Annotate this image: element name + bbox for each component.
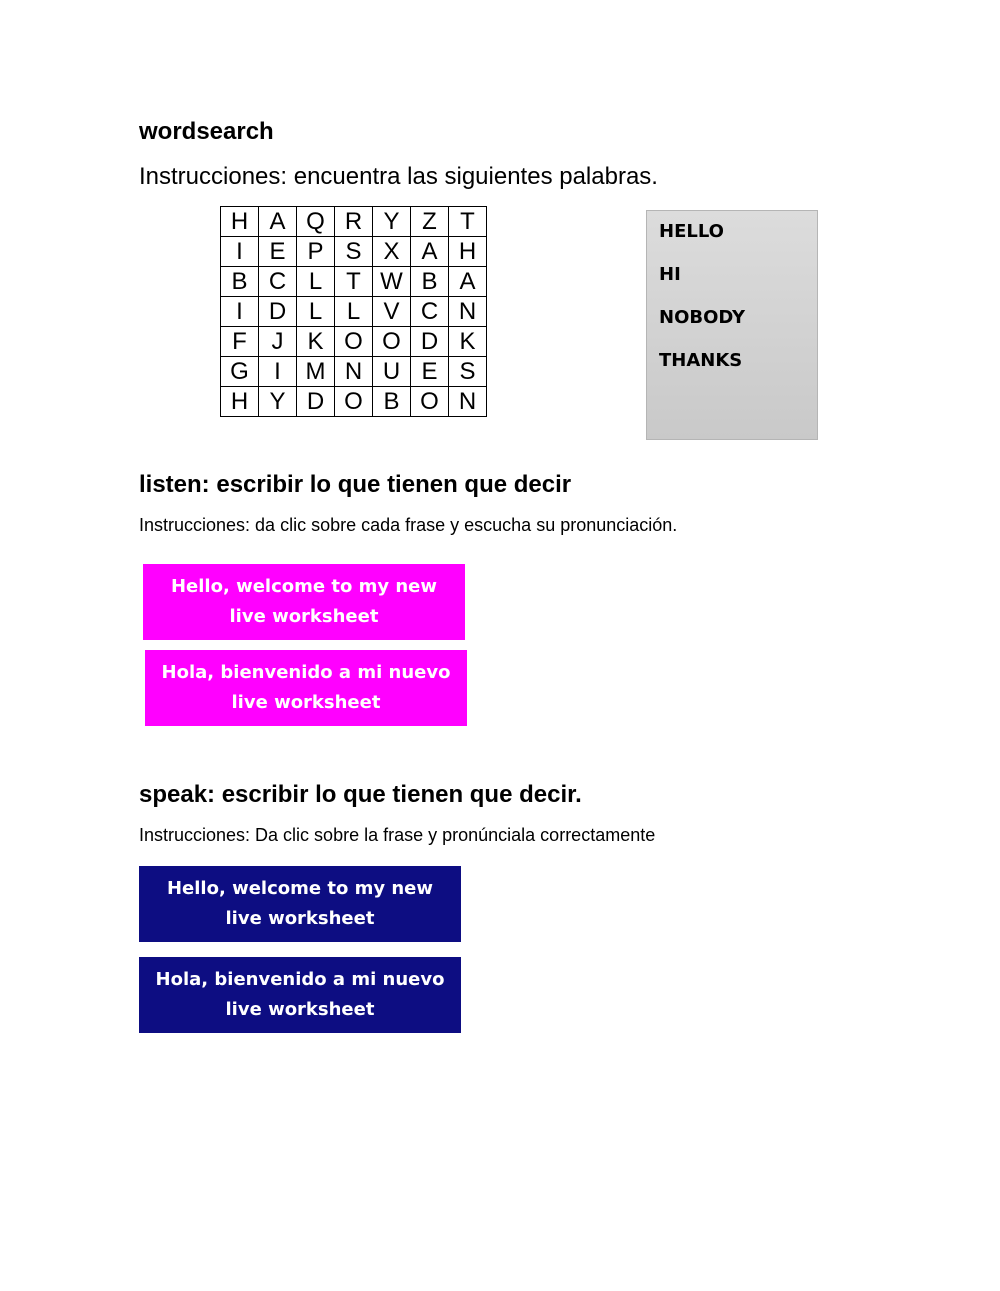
grid-cell[interactable]: L: [297, 267, 335, 297]
speak-phrase-button-spanish[interactable]: Hola, bienvenido a mi nuevo live worksheet: [139, 957, 461, 1033]
grid-cell[interactable]: G: [221, 357, 259, 387]
listen-instructions: Instrucciones: da clic sobre cada frase y escucha su pronunciación.: [139, 515, 678, 535]
grid-cell[interactable]: R: [335, 207, 373, 237]
word-list-box: [646, 210, 818, 440]
grid-cell[interactable]: A: [411, 237, 449, 267]
grid-cell[interactable]: Y: [373, 207, 411, 237]
wordsearch-heading: wordsearch: [139, 118, 274, 145]
grid-cell[interactable]: Z: [411, 207, 449, 237]
grid-cell[interactable]: O: [373, 327, 411, 357]
grid-cell[interactable]: D: [259, 297, 297, 327]
word-list-item: THANKS: [659, 350, 743, 371]
listen-phrase-button-english[interactable]: Hello, welcome to my new live worksheet: [143, 564, 465, 640]
grid-cell[interactable]: D: [297, 387, 335, 417]
grid-row: [221, 297, 487, 327]
grid-cell[interactable]: J: [259, 327, 297, 357]
grid-cell[interactable]: M: [297, 357, 335, 387]
grid-cell[interactable]: L: [297, 297, 335, 327]
grid-cell[interactable]: Q: [297, 207, 335, 237]
grid-cell[interactable]: S: [449, 357, 487, 387]
grid-cell[interactable]: F: [221, 327, 259, 357]
word-list-item: NOBODY: [659, 307, 746, 328]
grid-cell[interactable]: T: [335, 267, 373, 297]
listen-phrase-button-spanish[interactable]: Hola, bienvenido a mi nuevo live worksheet: [145, 650, 467, 726]
speak-instructions: Instrucciones: Da clic sobre la frase y pronúnciala correctamente: [139, 825, 656, 845]
grid-cell[interactable]: L: [335, 297, 373, 327]
grid-row: [221, 327, 487, 357]
speak-phrase-button-english[interactable]: Hello, welcome to my new live worksheet: [139, 866, 461, 942]
grid-cell[interactable]: B: [373, 387, 411, 417]
grid-cell[interactable]: A: [259, 207, 297, 237]
grid-cell[interactable]: I: [259, 357, 297, 387]
grid-cell[interactable]: B: [411, 267, 449, 297]
grid-cell[interactable]: P: [297, 237, 335, 267]
grid-cell[interactable]: U: [373, 357, 411, 387]
grid-cell[interactable]: O: [335, 387, 373, 417]
grid-cell[interactable]: O: [335, 327, 373, 357]
grid-cell[interactable]: A: [449, 267, 487, 297]
grid-cell[interactable]: N: [449, 387, 487, 417]
grid-cell[interactable]: D: [411, 327, 449, 357]
grid-cell[interactable]: Y: [259, 387, 297, 417]
grid-cell[interactable]: C: [411, 297, 449, 327]
listen-heading: listen: escribir lo que tienen que decir: [139, 471, 572, 498]
wordsearch-instructions: Instrucciones: encuentra las siguientes palabras.: [139, 163, 658, 190]
word-list-item: HI: [659, 264, 681, 285]
word-list-item: HELLO: [659, 221, 724, 242]
grid-cell[interactable]: I: [221, 297, 259, 327]
grid-cell[interactable]: O: [411, 387, 449, 417]
grid-cell[interactable]: E: [411, 357, 449, 387]
grid-cell[interactable]: S: [335, 237, 373, 267]
grid-row: [221, 267, 487, 297]
grid-cell[interactable]: H: [449, 237, 487, 267]
grid-cell[interactable]: H: [221, 387, 259, 417]
grid-cell[interactable]: V: [373, 297, 411, 327]
grid-cell[interactable]: E: [259, 237, 297, 267]
grid-cell[interactable]: I: [221, 237, 259, 267]
grid-cell[interactable]: T: [449, 207, 487, 237]
grid-row: [221, 387, 487, 417]
grid-cell[interactable]: N: [449, 297, 487, 327]
grid-row: [221, 357, 487, 387]
grid-cell[interactable]: K: [449, 327, 487, 357]
grid-cell[interactable]: N: [335, 357, 373, 387]
grid-row: [221, 237, 487, 267]
grid-cell[interactable]: H: [221, 207, 259, 237]
wordsearch-grid: [220, 206, 487, 417]
grid-row: [221, 207, 487, 237]
grid-cell[interactable]: C: [259, 267, 297, 297]
grid-cell[interactable]: X: [373, 237, 411, 267]
speak-heading: speak: escribir lo que tienen que decir.: [139, 781, 582, 808]
grid-cell[interactable]: K: [297, 327, 335, 357]
grid-cell[interactable]: W: [373, 267, 411, 297]
grid-cell[interactable]: B: [221, 267, 259, 297]
